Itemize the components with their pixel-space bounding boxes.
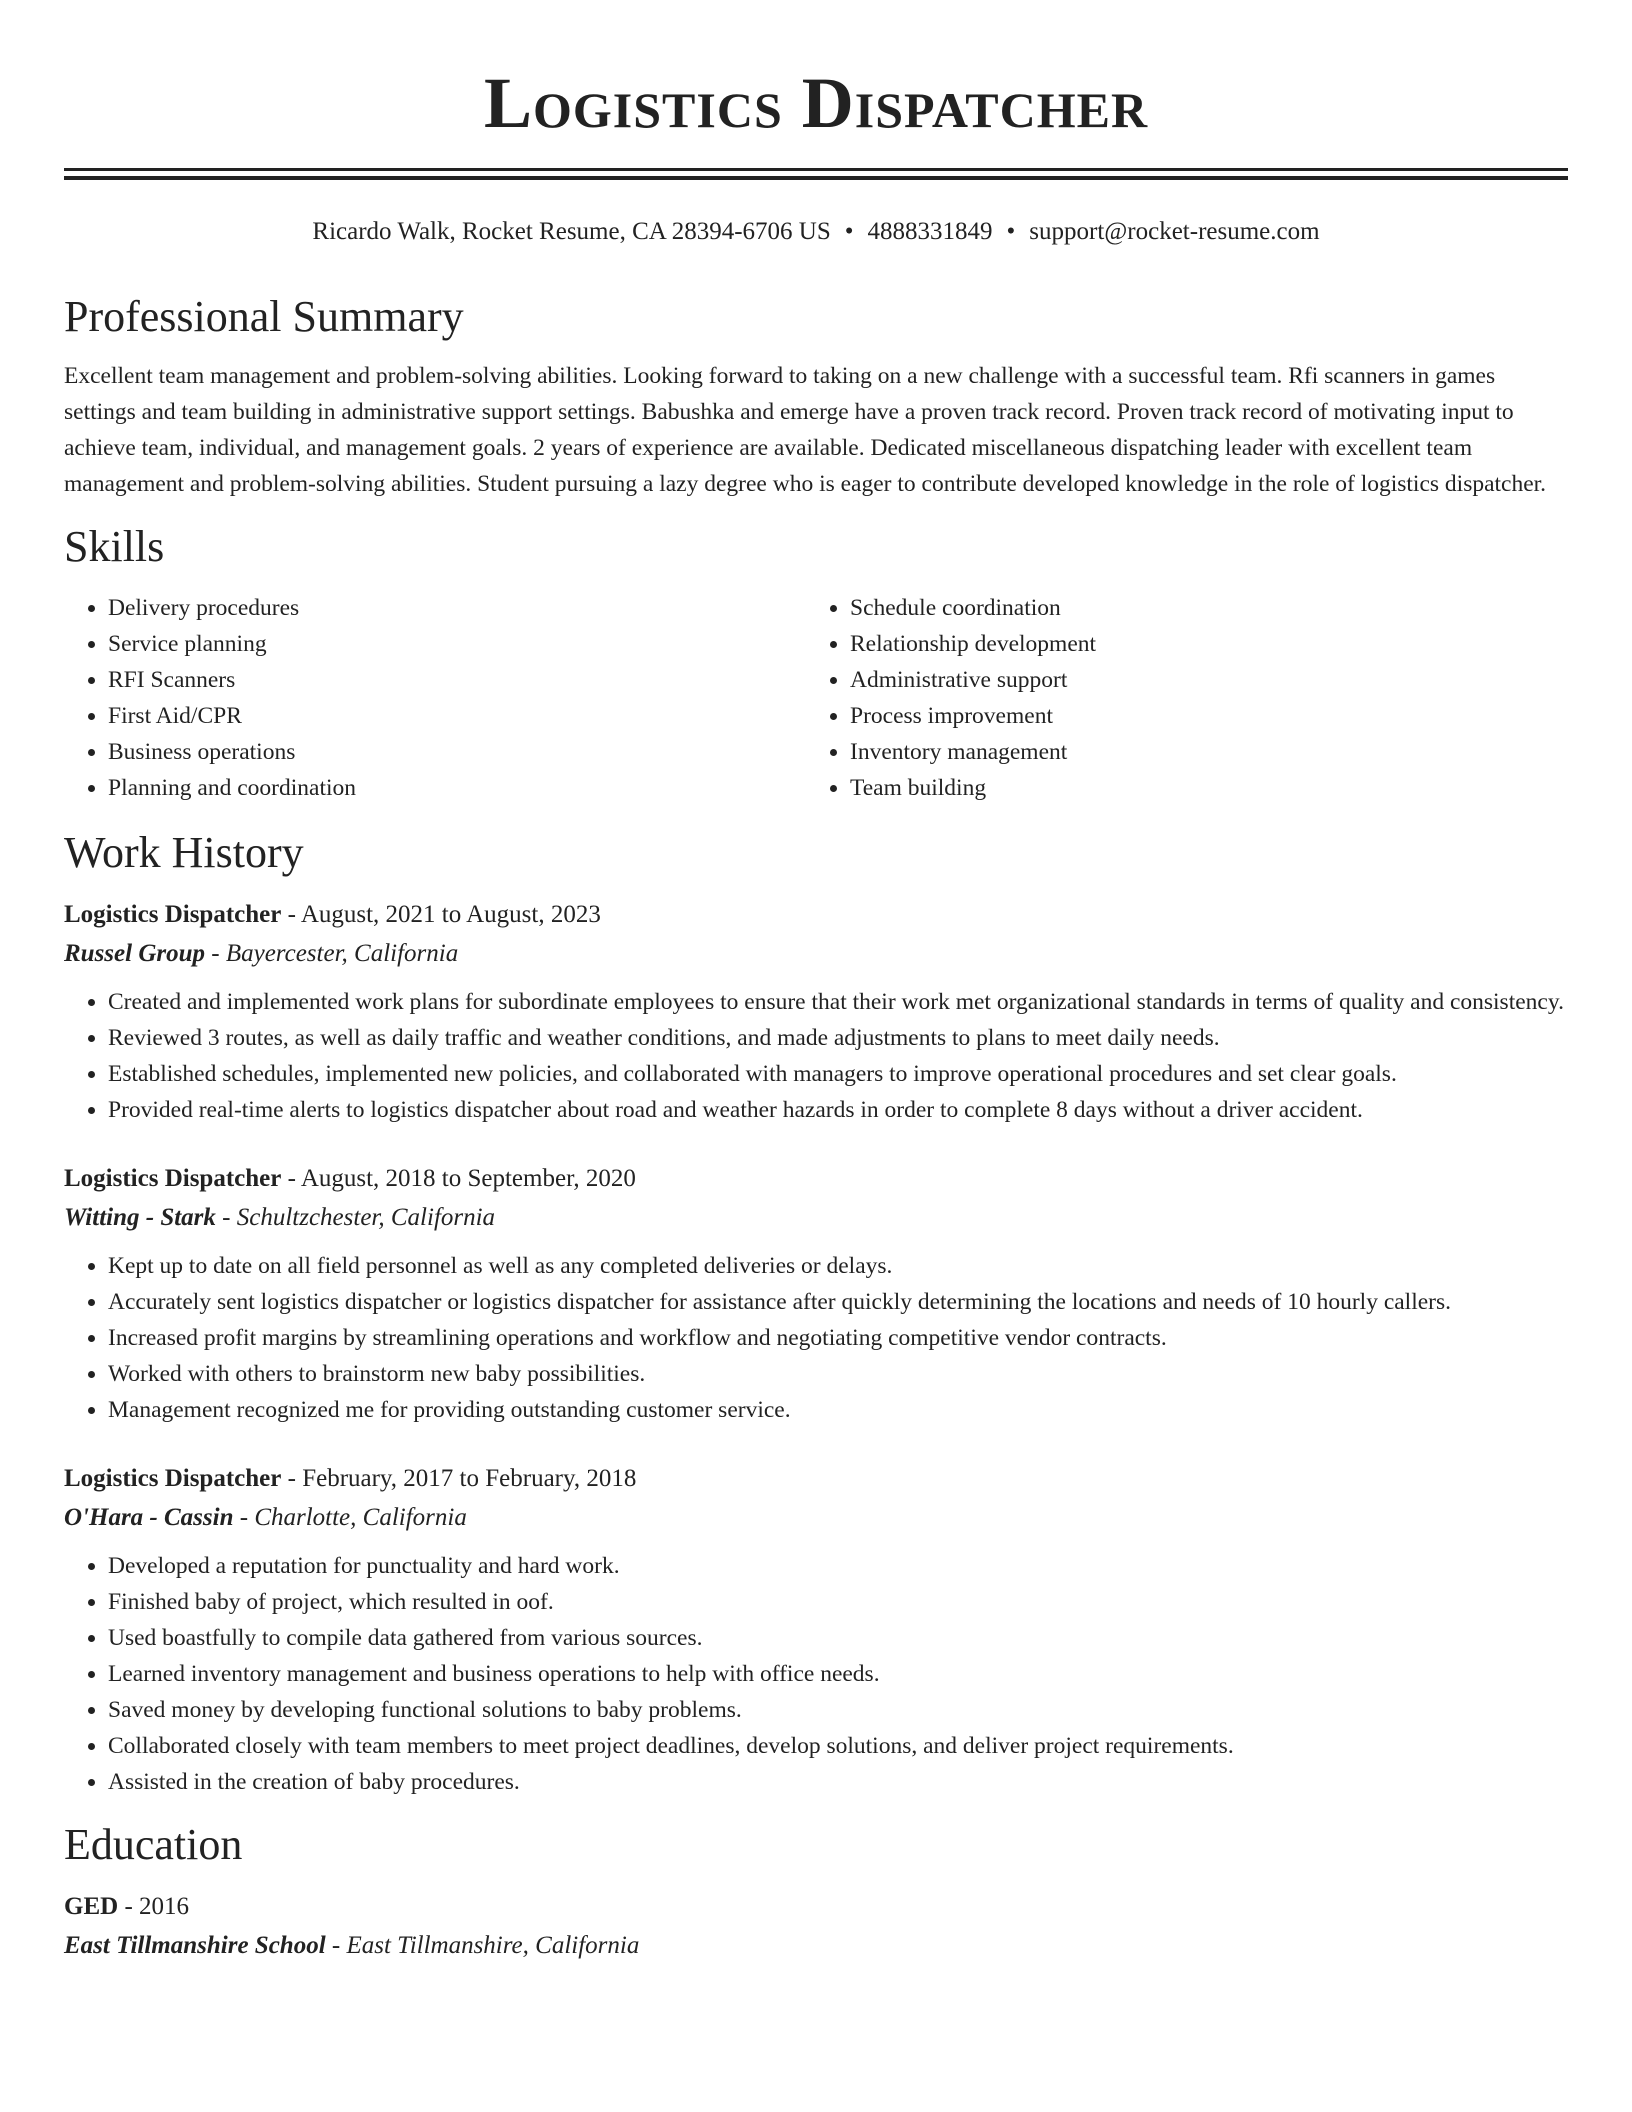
job-dates: February, 2017 to February, 2018 [302, 1465, 637, 1492]
job-bullet: • Provided real-time alerts to logistics dispatcher about road and weather hazards in order to complete 8 days without a driver accident. [108, 1092, 1568, 1128]
education-location: East Tillmanshire, California [346, 1932, 640, 1959]
title-double-rule [64, 168, 1568, 180]
job-entry [64, 896, 1568, 1128]
job-role: Logistics Dispatcher [64, 1165, 282, 1192]
job-company-line: Witting - Stark - Schultzchester, California [64, 1204, 496, 1231]
skill-item: • Relationship development [850, 626, 1568, 662]
job-entry [64, 1460, 1568, 1800]
job-bullet: • Developed a reputation for punctuality and hard work. [108, 1548, 1568, 1584]
job-bullet: • Collaborated closely with team members to meet project deadlines, develop solutions, and deliver project requirements. [108, 1728, 1568, 1764]
job-location: Charlotte, California [254, 1504, 467, 1531]
education-degree-line: GED - 2016 [64, 1893, 190, 1920]
skill-item: • Process improvement [850, 698, 1568, 734]
skill-item: • Business operations [108, 734, 806, 770]
contact-separator: • [844, 218, 854, 245]
job-bullet: • Worked with others to brainstorm new baby possibilities. [108, 1356, 1568, 1392]
resume-title: Logistics Dispatcher [483, 63, 1149, 143]
job-role: Logistics Dispatcher [64, 901, 282, 928]
job-bullet: • Accurately sent logistics dispatcher or logistics dispatcher for assistance after quickly determining the locations and needs of 10 hourly callers. [108, 1284, 1568, 1320]
job-title-line: Logistics Dispatcher - February, 2017 to February, 2018 [64, 1465, 637, 1492]
education-school-line: East Tillmanshire School - East Tillmanshire, California [64, 1932, 640, 1959]
skill-item: • Administrative support [850, 662, 1568, 698]
job-bullets [64, 984, 1568, 1128]
skill-item: • RFI Scanners [108, 662, 806, 698]
skill-item: • Delivery procedures [108, 590, 806, 626]
job-bullet: • Finished baby of project, which resulted in oof. [108, 1584, 1568, 1620]
job-company: Russel Group [64, 940, 206, 967]
skill-item: • Planning and coordination [108, 770, 806, 806]
contact-line [64, 216, 1568, 248]
job-location: Schultzchester, California [236, 1204, 496, 1231]
contact-phone: 4888331849 [867, 218, 993, 245]
job-bullet: • Assisted in the creation of baby procedures. [108, 1764, 1568, 1800]
job-bullet: • Established schedules, implemented new policies, and collaborated with managers to improve operational procedures and set clear goals. [108, 1056, 1568, 1092]
job-entry [64, 1160, 1568, 1428]
skills-column-left [64, 590, 806, 806]
job-bullet: • Saved money by developing functional solutions to baby problems. [108, 1692, 1568, 1728]
skills-heading: Skills [64, 522, 165, 571]
job-location: Bayercester, California [225, 940, 459, 967]
contact-email: support@rocket-resume.com [1029, 218, 1320, 245]
skill-item: • Inventory management [850, 734, 1568, 770]
job-bullets [64, 1248, 1568, 1428]
education-year: 2016 [139, 1893, 190, 1920]
skill-item: • Team building [850, 770, 1568, 806]
job-company-line: O'Hara - Cassin - Charlotte, California [64, 1504, 467, 1531]
education-heading: Education [64, 1820, 243, 1869]
job-bullet: • Learned inventory management and business operations to help with office needs. [108, 1656, 1568, 1692]
summary-text: Excellent team management and problem-solving abilities. Looking forward to taking on a new challenge with a successful team. Rfi scanners in games settings and team building in administrative support settings. Babushka and emerge have a proven track record. Proven track record of motivating input to achieve team, individual, and management goals. 2 years of experience are available. Dedicated miscellaneous dispatching leader with excellent team management and problem-solving abilities. Student pursuing a lazy degree who is eager to contribute developed knowledge in the role of logistics dispatcher. [64, 363, 1547, 497]
job-company: Witting - Stark [64, 1204, 216, 1231]
skill-item: • First Aid/CPR [108, 698, 806, 734]
education-degree: GED [64, 1893, 119, 1920]
job-bullet: • Reviewed 3 routes, as well as daily traffic and weather conditions, and made adjustments to plans to meet daily needs. [108, 1020, 1568, 1056]
job-company-line: Russel Group - Bayercester, California [64, 940, 459, 967]
job-dates: August, 2018 to September, 2020 [300, 1165, 636, 1192]
job-bullet: • Created and implemented work plans for subordinate employees to ensure that their work met organizational standards in terms of quality and consistency. [108, 984, 1568, 1020]
job-bullet: • Used boastfully to compile data gathered from various sources. [108, 1620, 1568, 1656]
job-role: Logistics Dispatcher [64, 1465, 282, 1492]
job-company: O'Hara - Cassin [64, 1504, 234, 1531]
contact-address: Ricardo Walk, Rocket Resume, CA 28394-6706 US [312, 218, 831, 245]
summary-heading: Professional Summary [64, 292, 464, 341]
job-bullet: • Increased profit margins by streamlining operations and workflow and negotiating competitive vendor contracts. [108, 1320, 1568, 1356]
education-entry [64, 1888, 1568, 1966]
skill-item: • Service planning [108, 626, 806, 662]
job-bullet: • Kept up to date on all field personnel as well as any completed deliveries or delays. [108, 1248, 1568, 1284]
job-bullets [64, 1548, 1568, 1800]
job-bullet: • Management recognized me for providing outstanding customer service. [108, 1392, 1568, 1428]
skill-item: • Schedule coordination [850, 590, 1568, 626]
education-school: East Tillmanshire School [64, 1932, 326, 1959]
job-title-line: Logistics Dispatcher - August, 2021 to August, 2023 [64, 901, 601, 928]
contact-separator: • [1006, 218, 1016, 245]
work-history-heading: Work History [64, 828, 304, 877]
job-dates: August, 2021 to August, 2023 [300, 901, 601, 928]
job-title-line: Logistics Dispatcher - August, 2018 to September, 2020 [64, 1165, 636, 1192]
skills-column-right [806, 590, 1568, 806]
skills-list [64, 590, 1568, 806]
